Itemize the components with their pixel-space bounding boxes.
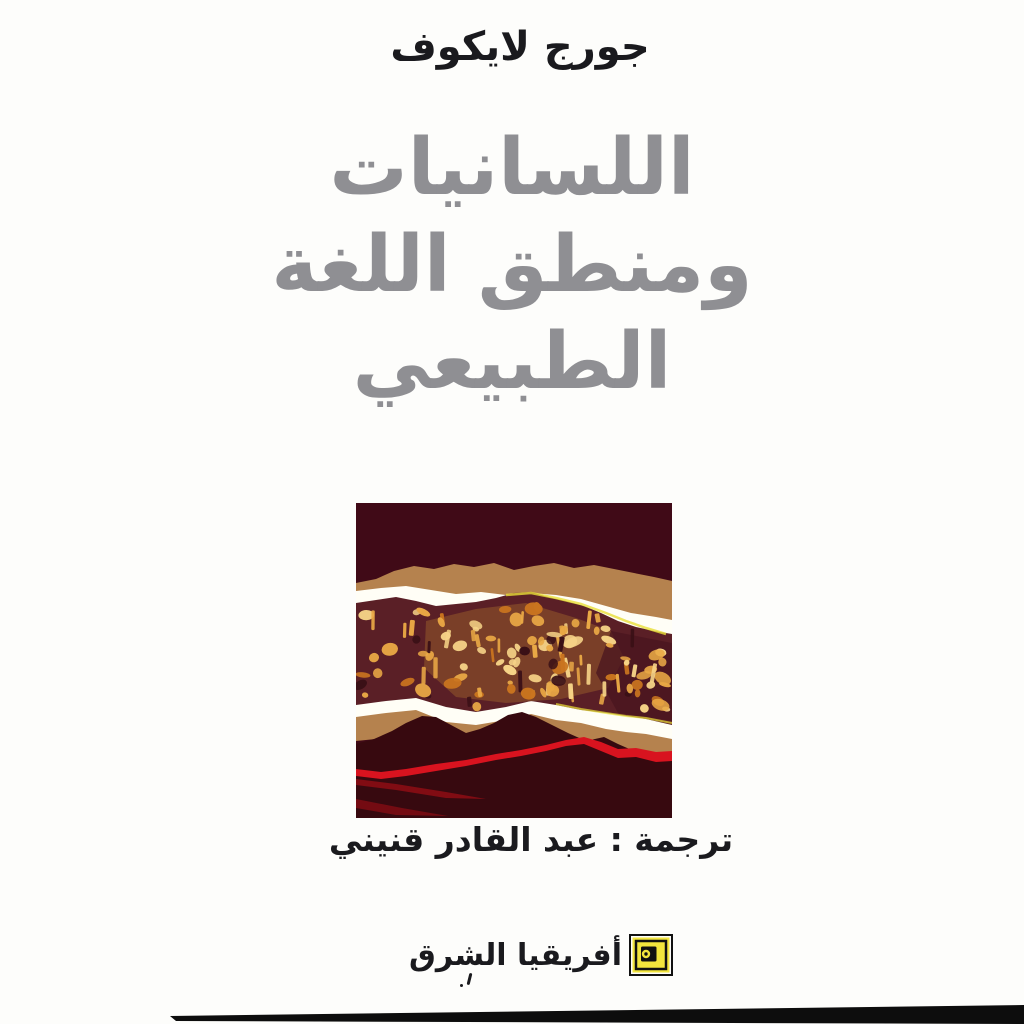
publisher-name: أفريقيا الشرق bbox=[409, 937, 622, 973]
ink-tick bbox=[467, 973, 473, 985]
title-line-3: الطبيعي bbox=[352, 317, 672, 407]
title-line-1: اللسانيات bbox=[329, 123, 695, 213]
scan-edge-shadow bbox=[0, 1000, 1024, 1024]
ink-mark bbox=[460, 973, 476, 991]
translator-credit: ترجمة : عبد القادر قنيني bbox=[328, 820, 734, 859]
ink-dot bbox=[460, 984, 463, 987]
book-title bbox=[0, 120, 1024, 411]
publisher-kufic-mark-icon bbox=[629, 934, 673, 976]
cover-artwork bbox=[356, 503, 672, 818]
collage-painting bbox=[356, 503, 672, 818]
title-line-2: ومنطق اللغة bbox=[271, 220, 753, 310]
publisher-row bbox=[29, 934, 1024, 976]
author-name: جورج لايكوف bbox=[390, 24, 650, 70]
